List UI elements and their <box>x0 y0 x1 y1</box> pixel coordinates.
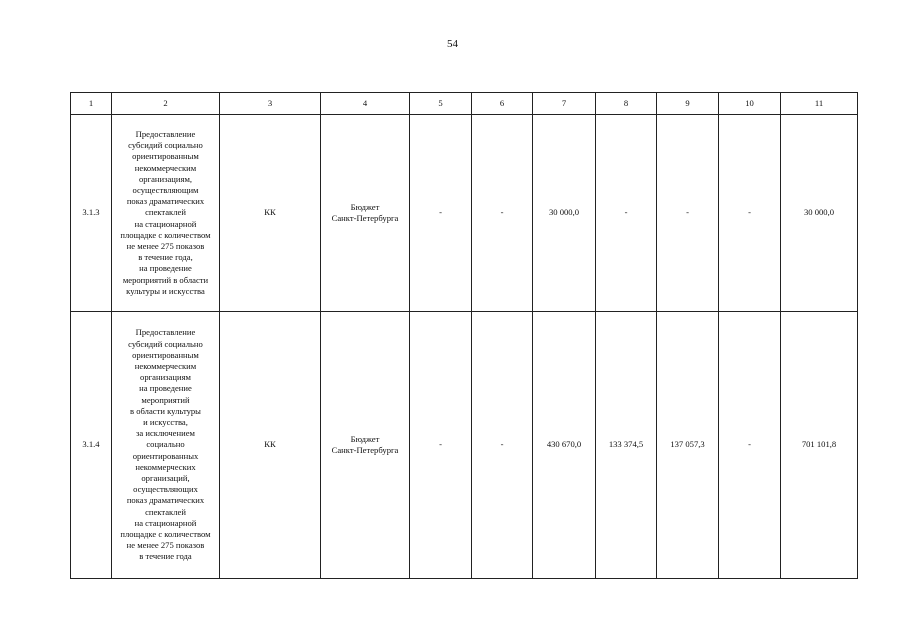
row-executor: КК <box>220 312 321 579</box>
header-cell: 1 <box>71 93 112 115</box>
header-cell: 2 <box>112 93 220 115</box>
row-number: 3.1.3 <box>71 115 112 312</box>
row-description: Предоставление субсидий социально ориентированным некоммерческим организациям, осуществляющим показ драматических спектаклей на стационарной площадке с количеством не менее 275 показов в течение года, на проведение мероприятий в области культуры и искусства <box>112 115 220 312</box>
row-number: 3.1.4 <box>71 312 112 579</box>
header-cell: 6 <box>472 93 533 115</box>
row-executor: КК <box>220 115 321 312</box>
table-row <box>71 115 858 312</box>
row-value-7: 30 000,0 <box>533 115 596 312</box>
row-value-8: - <box>596 115 657 312</box>
row-value-7: 430 670,0 <box>533 312 596 579</box>
header-cell: 9 <box>657 93 719 115</box>
row-value-9: - <box>657 115 719 312</box>
header-cell: 11 <box>781 93 858 115</box>
row-total: 30 000,0 <box>781 115 858 312</box>
page-number: 54 <box>447 38 458 50</box>
header-cell: 4 <box>321 93 410 115</box>
budget-table <box>70 92 858 579</box>
row-value-10: - <box>719 312 781 579</box>
row-value-10: - <box>719 115 781 312</box>
row-value-6: - <box>472 312 533 579</box>
row-value-5: - <box>410 115 472 312</box>
header-cell: 7 <box>533 93 596 115</box>
header-cell: 10 <box>719 93 781 115</box>
row-description: Предоставление субсидий социально ориентированным некоммерческим организациям на проведение мероприятий в области культуры и искусства, за исключением социально ориентированных некоммерческих организаций, осуществляющих показ драматических спектаклей на стационарной площадке с количеством не менее 275 показов в течение года <box>112 312 220 579</box>
table-row <box>71 312 858 579</box>
row-value-6: - <box>472 115 533 312</box>
header-cell: 8 <box>596 93 657 115</box>
row-total: 701 101,8 <box>781 312 858 579</box>
row-value-9: 137 057,3 <box>657 312 719 579</box>
row-funding-source: Бюджет Санкт-Петербурга <box>321 312 410 579</box>
header-cell: 3 <box>220 93 321 115</box>
row-value-8: 133 374,5 <box>596 312 657 579</box>
row-funding-source: Бюджет Санкт-Петербурга <box>321 115 410 312</box>
row-value-5: - <box>410 312 472 579</box>
header-cell: 5 <box>410 93 472 115</box>
table-header-row <box>71 93 858 115</box>
